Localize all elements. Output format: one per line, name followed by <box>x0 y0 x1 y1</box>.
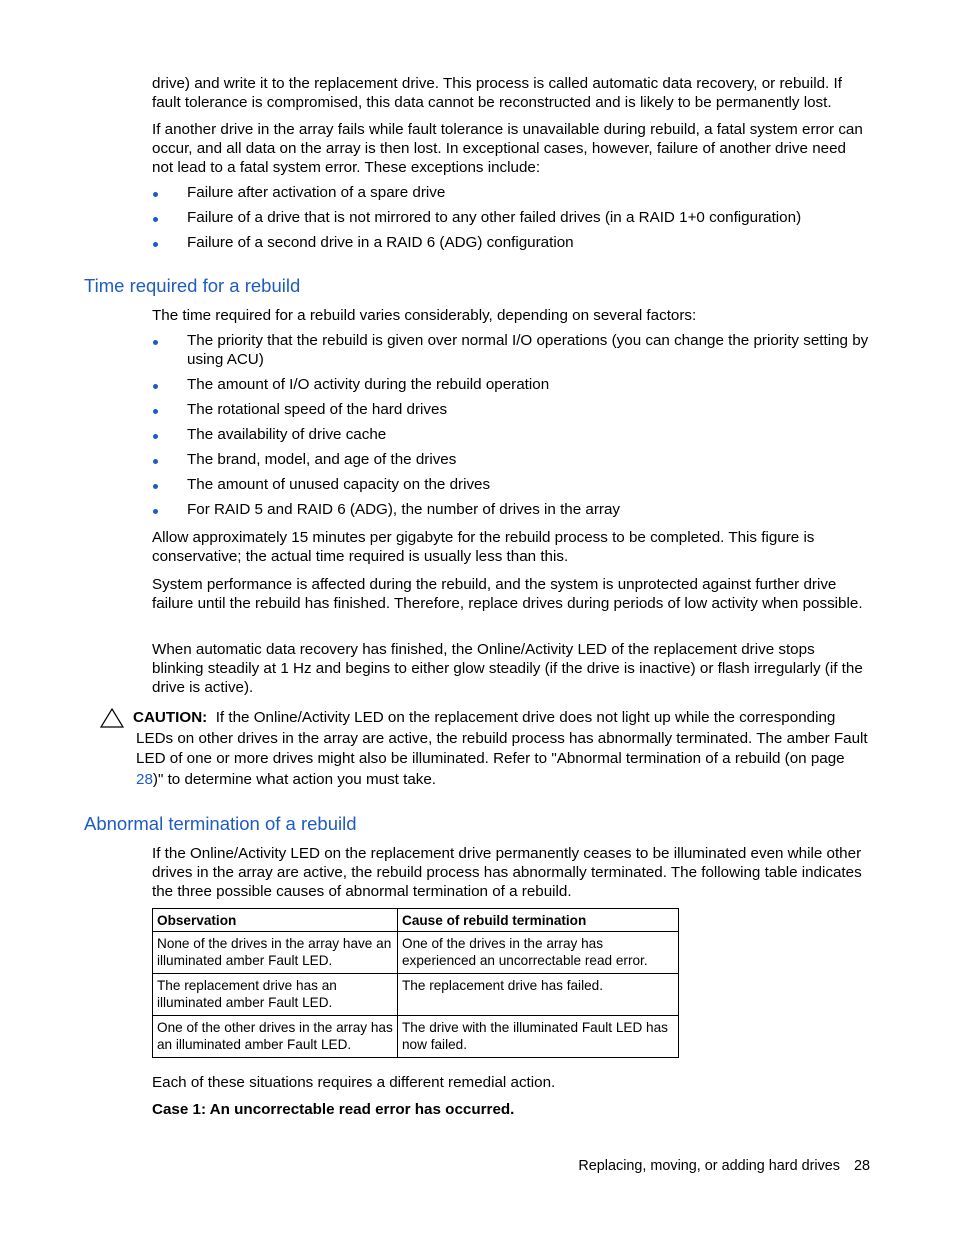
table-cell: The replacement drive has an illuminated amber Fault LED. <box>153 974 398 1016</box>
caution-label: CAUTION: <box>133 709 208 726</box>
factors-list <box>152 332 870 526</box>
table-cell: None of the drives in the array have an illuminated amber Fault LED. <box>153 932 398 974</box>
list-item: Failure of a second drive in a RAID 6 (ADG) configuration <box>152 234 870 253</box>
paragraph-time-intro: The time required for a rebuild varies considerably, depending on several factors: <box>152 307 697 324</box>
paragraph-remedial-action: Each of these situations requires a different remedial action. <box>152 1074 556 1091</box>
page-footer <box>578 1158 870 1174</box>
caution-text <box>100 708 870 790</box>
bullet-icon <box>153 409 158 414</box>
paragraph-system-performance: System performance is affected during the rebuild, and the system is unprotected against further drive failure until the rebuild has finished. Therefore, replace drives during periods of low activity when possible. <box>152 576 863 612</box>
table-row <box>153 1016 679 1058</box>
paragraph-rebuild-intro: drive) and write it to the replacement drive. This process is called automatic data recovery, or rebuild. If fault tolerance is compromised, this data cannot be reconstructed and is likely to be permanently lost. <box>152 75 842 111</box>
section-heading-abnormal-termination: Abnormal termination of a rebuild <box>84 813 357 834</box>
list-item: The rotational speed of the hard drives <box>152 401 870 420</box>
bullet-icon <box>153 217 158 222</box>
section-heading-rebuild-time: Time required for a rebuild <box>84 275 301 296</box>
list-item: For RAID 5 and RAID 6 (ADG), the number of drives in the array <box>152 501 870 520</box>
table-cell: One of the drives in the array has experienced an uncorrectable read error. <box>398 932 679 974</box>
paragraph-led-status: When automatic data recovery has finished, the Online/Activity LED of the replacement drive stops blinking steadily at 1 Hz and begins to either glow steadily (if the drive is inactive) or flash irregularly (if the drive is active). <box>152 641 863 696</box>
case-1-heading: Case 1: An uncorrectable read error has occurred. <box>152 1101 515 1118</box>
column-header-cause: Cause of rebuild termination <box>398 909 679 932</box>
paragraph-time-estimate: Allow approximately 15 minutes per gigabyte for the rebuild process to be completed. This figure is conservative; the actual time required is usually less than this. <box>152 529 815 565</box>
page-reference-link[interactable]: 28 <box>136 770 153 788</box>
bullet-icon <box>153 192 158 197</box>
table-header-row <box>153 909 679 932</box>
bullet-icon <box>153 340 158 345</box>
warning-triangle-icon <box>100 708 124 728</box>
page-number: 28 <box>853 1158 870 1174</box>
caution-note <box>100 708 870 790</box>
termination-causes-table <box>152 908 679 1058</box>
table-cell: The replacement drive has failed. <box>398 974 679 1016</box>
bullet-icon <box>153 459 158 464</box>
column-header-observation: Observation <box>153 909 398 932</box>
list-item: Failure of a drive that is not mirrored to any other failed drives (in a RAID 1+0 configuration) <box>152 209 870 228</box>
table-cell: One of the other drives in the array has an illuminated amber Fault LED. <box>153 1016 398 1058</box>
table-cell: The drive with the illuminated Fault LED has now failed. <box>398 1016 679 1058</box>
paragraph-fatal-error: If another drive in the array fails while fault tolerance is unavailable during rebuild, a fatal system error can occur, and all data on the array is then lost. In exceptional cases, however, failure of another drive need not lead to a fatal system error. These exceptions include: <box>152 121 863 176</box>
caution-body: If the Online/Activity LED on the replacement drive does not light up while the corresponding LEDs on other drives in the array are active, the rebuild process has abnormally terminated. The amber Fault LED of one or more drives might also be illuminated. Refer to "Abnormal termination of a rebuild (on page <box>136 709 868 768</box>
exceptions-list <box>152 184 870 259</box>
list-item: The priority that the rebuild is given over normal I/O operations (you can change the priority setting by using ACU) <box>152 332 870 370</box>
paragraph-abnormal-intro: If the Online/Activity LED on the replacement drive permanently ceases to be illuminated even while other drives in the array are active, the rebuild process has abnormally terminated. The following table indicates the three possible causes of abnormal termination of a rebuild. <box>152 845 862 900</box>
footer-section-title: Replacing, moving, or adding hard drives <box>578 1158 840 1174</box>
list-item: The brand, model, and age of the drives <box>152 451 870 470</box>
list-item: Failure after activation of a spare drive <box>152 184 870 203</box>
list-item: The amount of unused capacity on the drives <box>152 476 870 495</box>
bullet-icon <box>153 484 158 489</box>
bullet-icon <box>153 242 158 247</box>
bullet-icon <box>153 509 158 514</box>
list-item: The availability of drive cache <box>152 426 870 445</box>
list-item: The amount of I/O activity during the rebuild operation <box>152 376 870 395</box>
table-row <box>153 932 679 974</box>
caution-body-end: )" to determine what action you must take. <box>152 770 437 788</box>
table-row <box>153 974 679 1016</box>
bullet-icon <box>153 434 158 439</box>
bullet-icon <box>153 384 158 389</box>
